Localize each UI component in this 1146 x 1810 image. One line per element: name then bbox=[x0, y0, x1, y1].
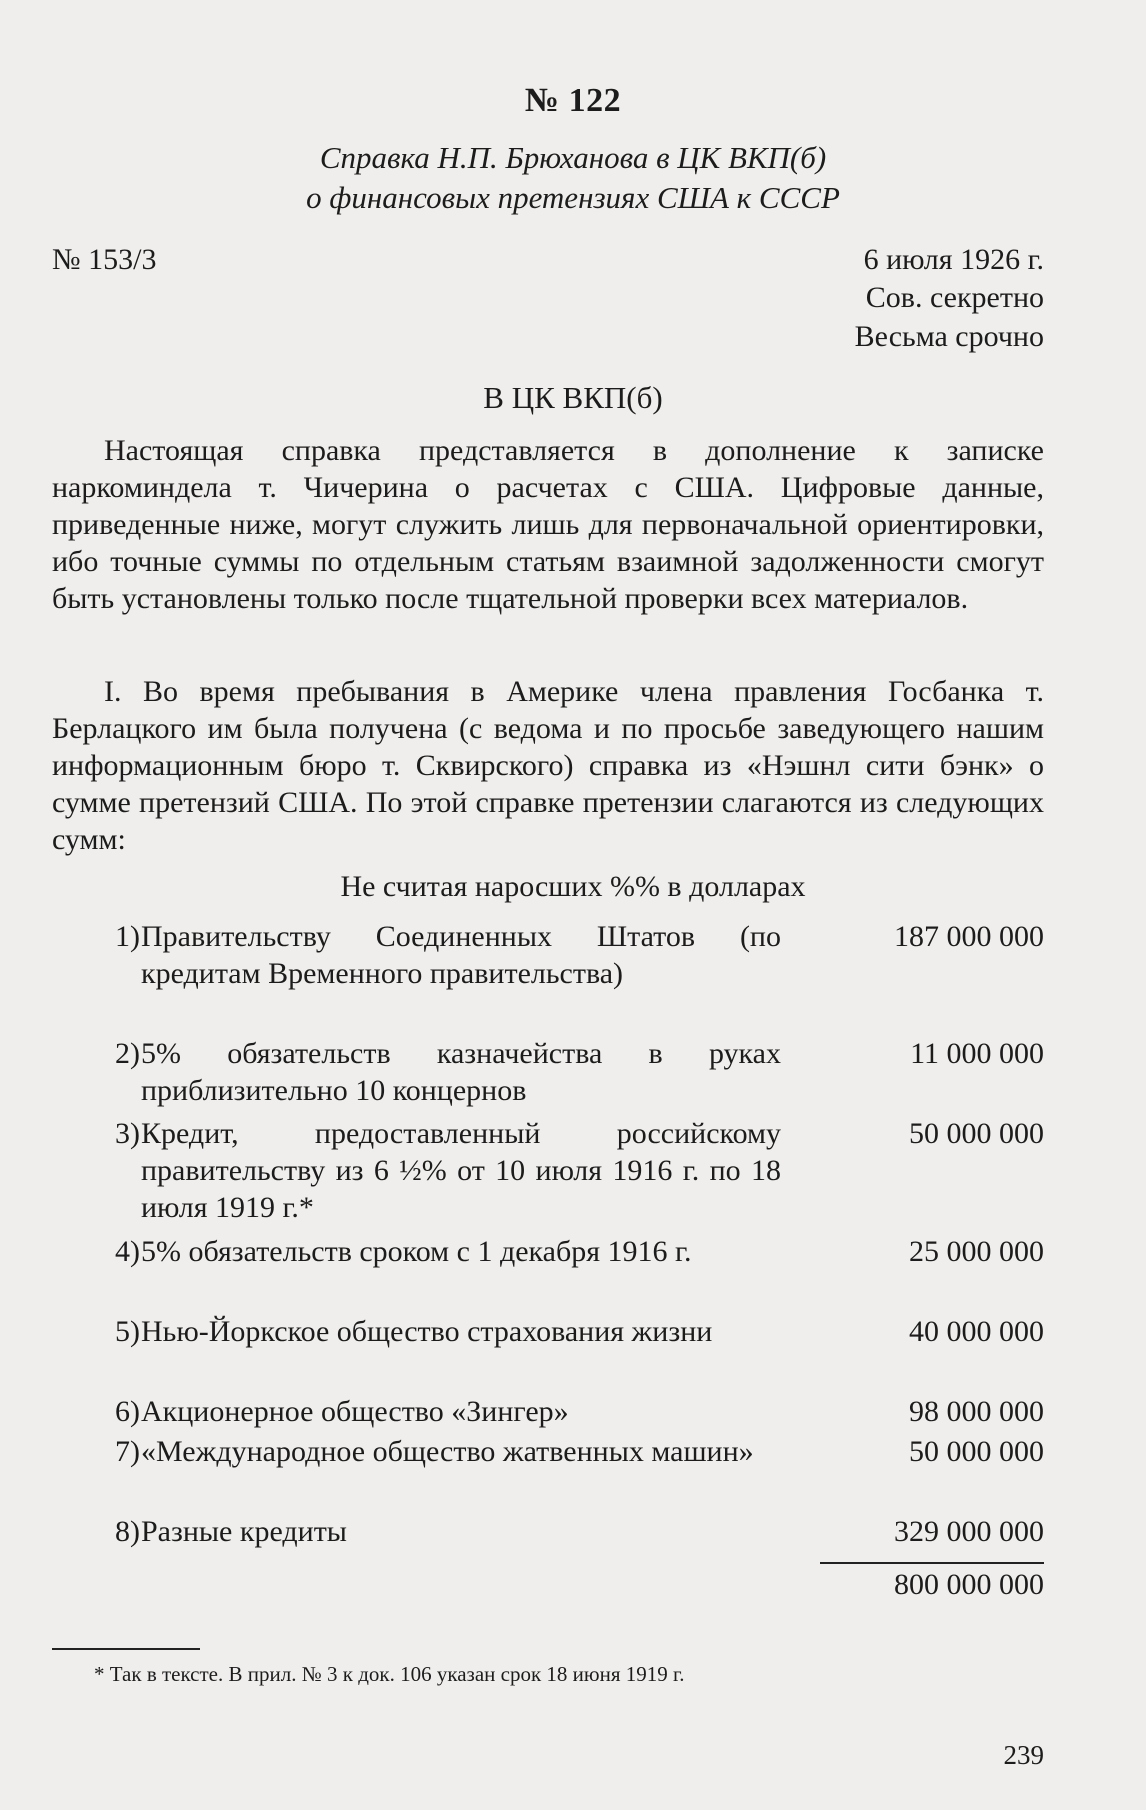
claim-amount: 98 000 000 bbox=[909, 1395, 1044, 1428]
document-subtitle-line1: Справка Н.П. Брюханова в ЦК ВКП(б) bbox=[319, 140, 827, 175]
claim-description: Разные кредиты bbox=[141, 1515, 347, 1548]
claim-description: 5% обязательств казначейства в руках приблизительно 10 концернов bbox=[141, 1037, 781, 1107]
sum-rule bbox=[820, 1562, 1044, 1564]
claim-amount: 11 000 000 bbox=[910, 1037, 1044, 1070]
classification-secret: Сов. секретно bbox=[865, 281, 1044, 314]
claim-number: 1) bbox=[115, 920, 140, 953]
claim-description: Акционерное общество «Зингер» bbox=[141, 1395, 569, 1428]
page-number: 239 bbox=[1003, 1740, 1044, 1770]
footnote-rule bbox=[52, 1648, 200, 1650]
claim-number: 8) bbox=[115, 1515, 140, 1548]
claim-number: 7) bbox=[115, 1435, 140, 1468]
document-subtitle-line2: о финансовых претензиях США к СССР bbox=[306, 180, 840, 215]
claim-description: Кредит, предоставленный российскому правительству из 6 ½% от 10 июля 1916 г. по 18 июля 1919 г.* bbox=[141, 1117, 781, 1224]
claim-amount: 50 000 000 bbox=[909, 1117, 1044, 1150]
claim-amount: 329 000 000 bbox=[894, 1515, 1044, 1548]
classification-urgent: Весьма срочно bbox=[854, 320, 1044, 353]
claim-description: Правительству Соединенных Штатов (по кредитам Временного правительства) bbox=[141, 920, 781, 990]
footnote: * Так в тексте. В прил. № 3 к док. 106 указан срок 18 июня 1919 г. bbox=[94, 1662, 685, 1686]
claim-number: 4) bbox=[115, 1235, 140, 1268]
claim-amount: 25 000 000 bbox=[909, 1235, 1044, 1268]
document-number-title: № 122 bbox=[524, 82, 622, 119]
claim-number: 6) bbox=[115, 1395, 140, 1428]
claim-number: 2) bbox=[115, 1037, 140, 1070]
claims-total: 800 000 000 bbox=[894, 1568, 1044, 1601]
claim-number: 5) bbox=[115, 1315, 140, 1348]
body-paragraph-claims: I. Во время пребывания в Америке члена правления Госбанка т. Берлацкого им была получена (с ведома и по просьбе заведующего нашим информационным бюро т. Сквирского) справка из «Нэшнл сити бэнк» о сумме претензий США. По этой справке претензии слагаются из следующих сумм: bbox=[52, 675, 1044, 856]
claims-table-heading: Не считая наросших %% в долларах bbox=[340, 870, 806, 903]
claim-description: 5% обязательств сроком с 1 декабря 1916 г. bbox=[141, 1235, 692, 1268]
claim-amount: 50 000 000 bbox=[909, 1435, 1044, 1468]
body-paragraph-intro: Настоящая справка представляется в дополнение к записке наркоминдела т. Чичерина о расчетах с США. Цифровые данные, приведенные ниже, могут служить лишь для первоначальной ориентировки, ибо точные суммы по отдельным статьям взаимной задолженности смогут быть установлены только после тщательной проверки всех материалов. bbox=[52, 434, 1044, 615]
registration-number: № 153/3 bbox=[52, 243, 157, 276]
claim-description: Нью-Йоркское общество страхования жизни bbox=[141, 1315, 713, 1348]
claim-description: «Международное общество жатвенных машин» bbox=[141, 1435, 754, 1468]
claim-amount: 40 000 000 bbox=[909, 1315, 1044, 1348]
claim-number: 3) bbox=[115, 1117, 140, 1150]
document-date: 6 июля 1926 г. bbox=[863, 243, 1044, 276]
addressee: В ЦК ВКП(б) bbox=[483, 380, 663, 415]
claim-amount: 187 000 000 bbox=[894, 920, 1044, 953]
